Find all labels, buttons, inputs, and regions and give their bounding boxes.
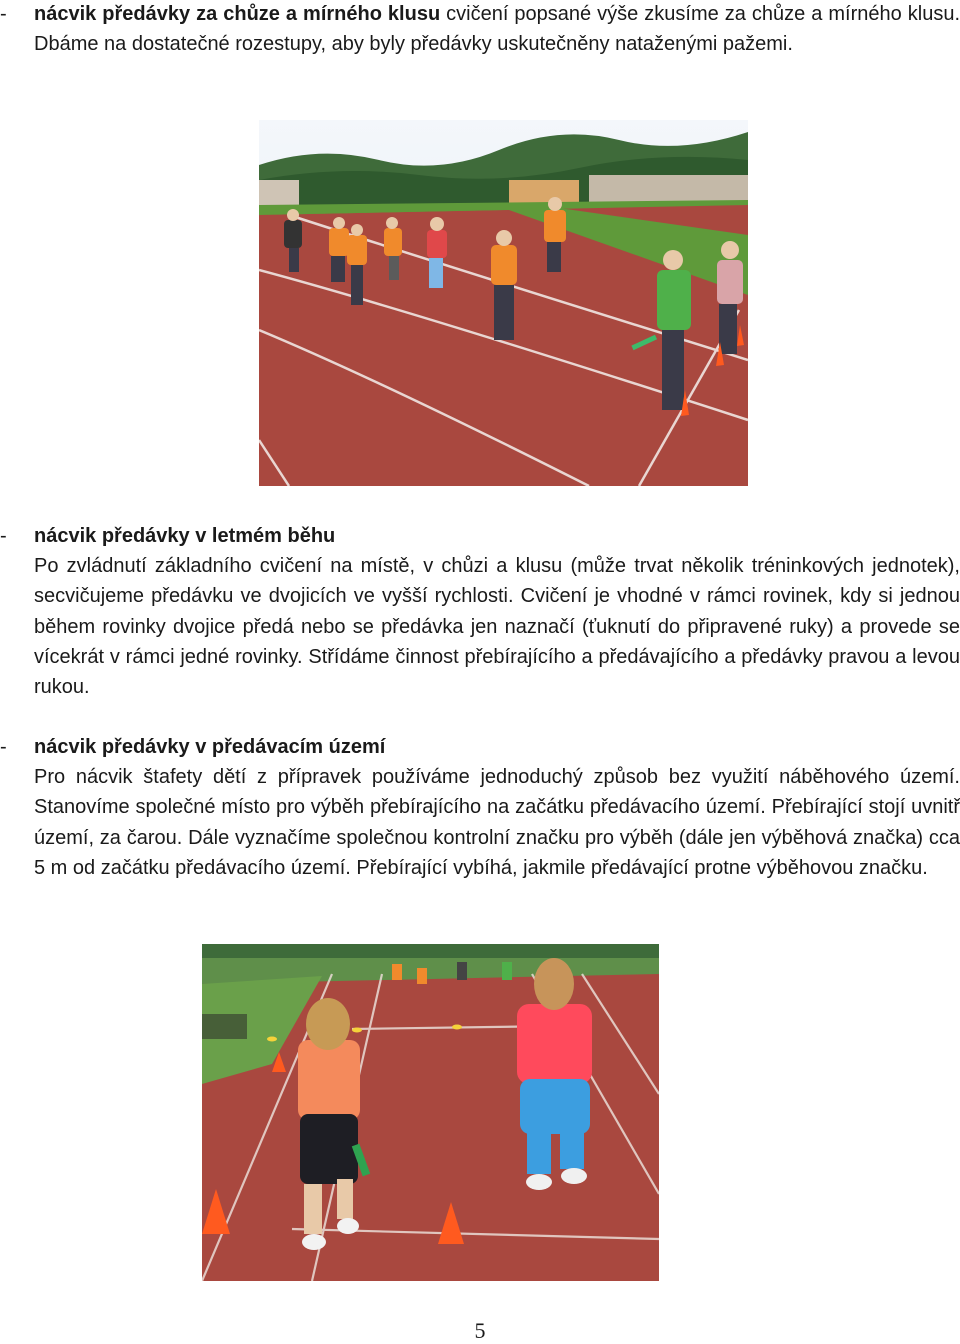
section-paragraph [34, 521, 960, 702]
section-exchange-zone [0, 732, 960, 883]
page-number: 5 [474, 1318, 486, 1343]
list-dash: - [0, 736, 7, 758]
section-paragraph [34, 732, 960, 883]
section-title: nácvik předávky v letmém běhu [34, 525, 336, 547]
section-text: Po zvládnutí základního cvičení na místě, v chůzi a klusu (může trvat několik tréninkových jednotek), secvičujeme předávku ve dvojicích ve vyšší rychlosti. Cvičení je vhodné v rámci rovinek, kdy si jednou během rovinky dvojice předá nebo se předávka jen naznačí (ťuknutí do připravené ruky) a provede se vícekrát v rámci jedné rovinky. Střídáme činnost přebírajícího a předávajícího a předávky pravou a levou rukou. [34, 555, 960, 699]
photo-exchange-zone-run [202, 944, 659, 1281]
list-dash: - [0, 525, 7, 547]
section-walking-jogging [0, 0, 960, 59]
section-title: nácvik předávky za chůze a mírného klusu [34, 3, 441, 25]
section-paragraph [34, 0, 960, 59]
photo-relay-practice-track [259, 120, 748, 486]
section-text: Pro nácvik štafety dětí z přípravek používáme jednoduchý způsob bez využití náběhového území. Stanovíme společné místo pro výběh přebírajícího na začátku předávacího území. Přebírající stojí uvnitř území, za čarou. Dále vyznačíme společnou kontrolní značku pro výběh (dále jen výběhová značka) cca 5 m od začátku předávacího území. Přebírající vybíhá, jakmile předávající protne výběhovou značku. [34, 766, 960, 879]
section-text: cvičení popsané výše zkusíme za chůze a mírného klusu. Dbáme na dostatečné rozestupy, aby byly předávky uskutečněny nataženými pažemi. [34, 3, 960, 56]
section-title: nácvik předávky v předávacím území [34, 736, 386, 758]
section-flying-run [0, 521, 960, 702]
list-dash: - [0, 3, 7, 25]
